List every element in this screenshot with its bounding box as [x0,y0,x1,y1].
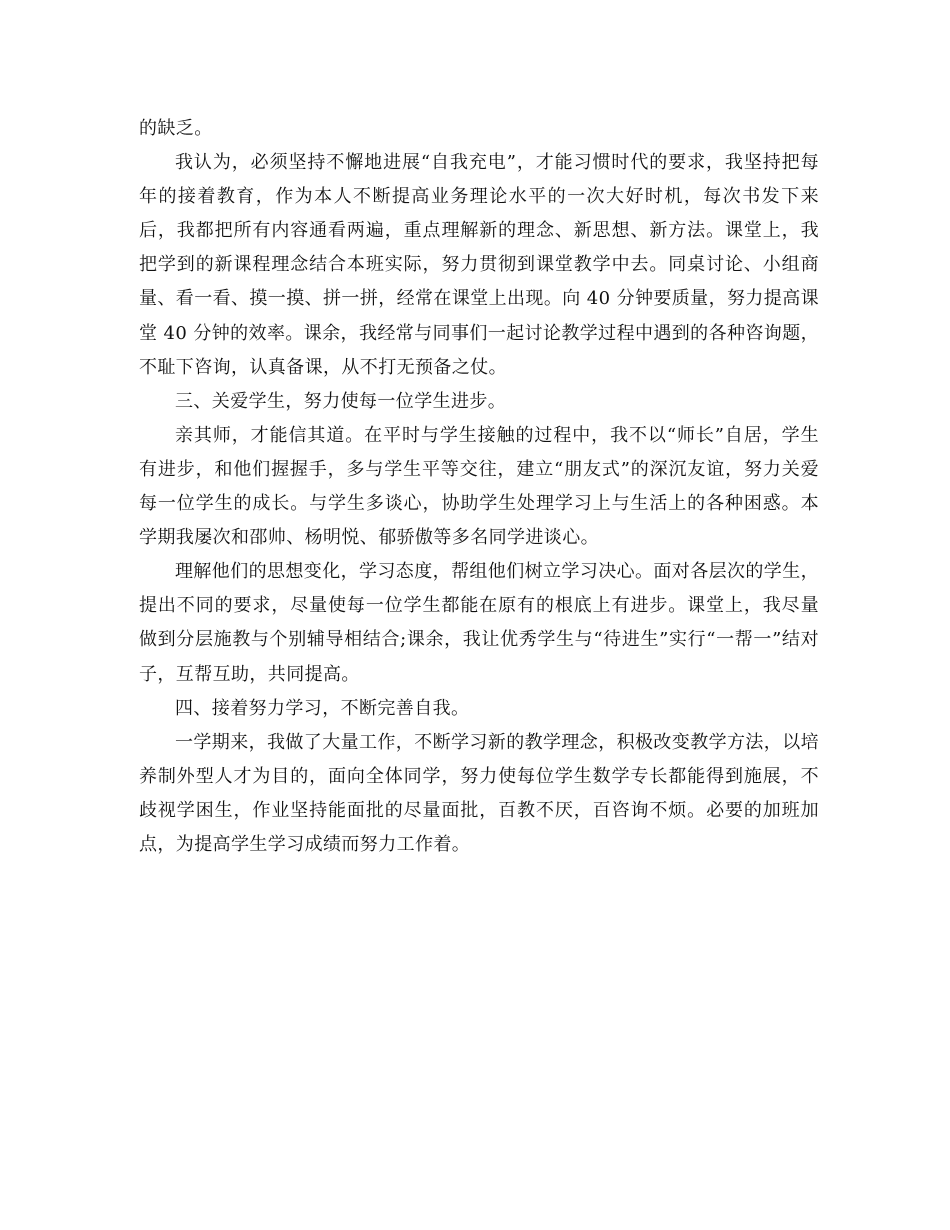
section-heading: 四、接着努力学习，不断完善自我。 [175,697,470,719]
section-heading: 三、关爱学生，努力使每一位学生进步。 [175,390,507,412]
paragraph: 理解他们的思想变化，学习态度，帮组他们树立学习决心。面对各层次的学生，提出不同的要求，尽量使每一位学生都能在原有的根底上有进步。课堂上，我尽量做到分层施教与个别辅导相结合;课余，我让优秀学生与“待进生”实行“一帮一”结对子，互帮互助，共同提高。 [139,561,819,685]
paragraph: 一学期来，我做了大量工作，不断学习新的教学理念，积极改变教学方法，以培养制外型人才为目的，面向全体同学，努力使每位学生数学专长都能得到施展，不歧视学困生，作业坚持能面批的尽量面批，百教不厌，百咨询不烦。必要的加班加点，为提高学生学习成绩而努力工作着。 [139,731,819,855]
document-body [139,112,819,862]
paragraph: 的缺乏。 [139,118,213,139]
paragraph: 我认为，必须坚持不懈地进展“自我充电”，才能习惯时代的要求，我坚持把每年的接着教育，作为本人不断提高业务理论水平的一次大好时机，每次书发下来后，我都把所有内容通看两遍，重点理解新的理念、新思想、新方法。课堂上，我把学到的新课程理念结合本班实际，努力贯彻到课堂教学中去。同桌讨论、小组商量、看一看、摸一摸、拼一拼，经常在课堂上出现。向 40 分钟要质量，努力提高课堂 40 分钟的效率。课余，我经常与同事们一起讨论教学过程中遇到的各种咨询题，不耻下咨询，认真备课，从不打无预备之仗。 [139,152,819,378]
paragraph: 亲其师，才能信其道。在平时与学生接触的过程中，我不以“师长”自居，学生有进步，和他们握握手，多与学生平等交往，建立“朋友式”的深沉友谊，努力关爱每一位学生的成长。与学生多谈心，协助学生处理学习上与生活上的各种困惑。本学期我屡次和邵帅、杨明悦、郁骄傲等多名同学进谈心。 [139,424,819,549]
